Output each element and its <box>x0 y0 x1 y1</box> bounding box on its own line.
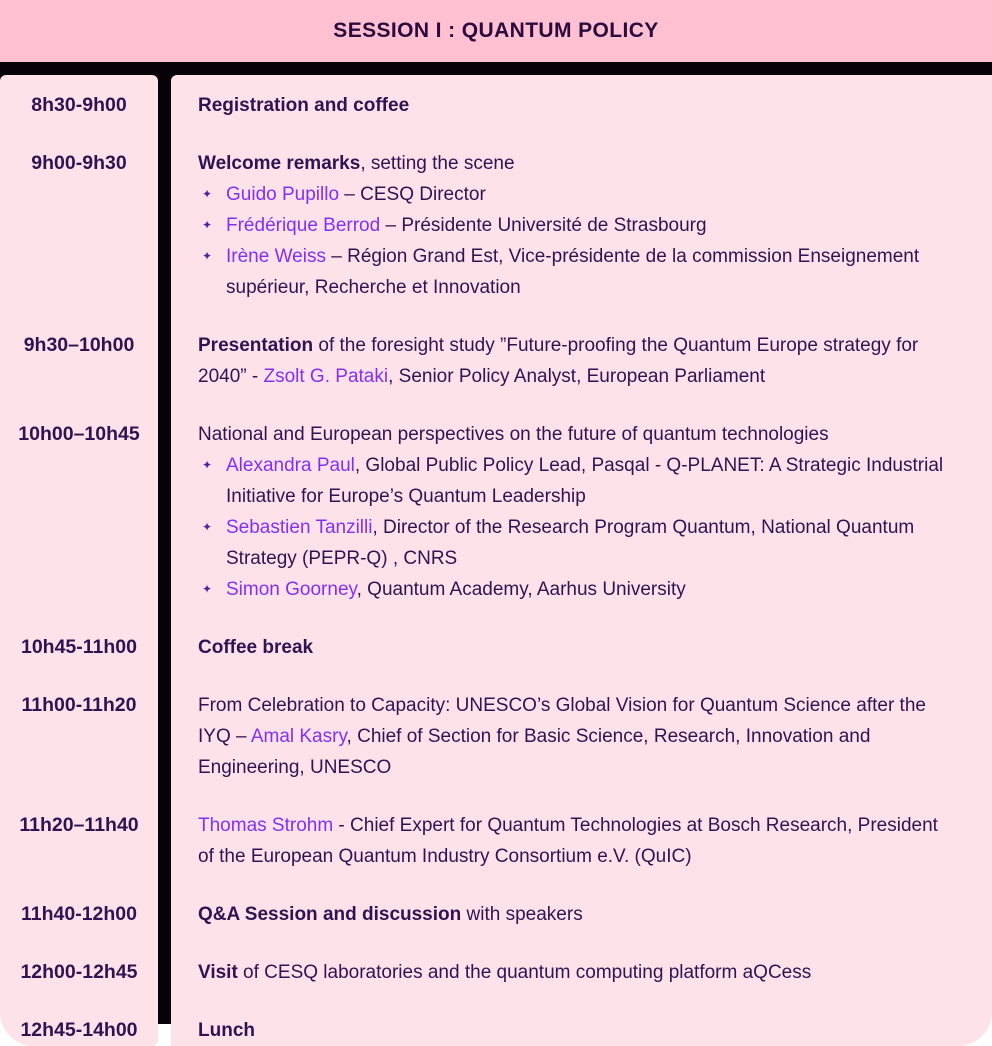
text-segment: Q&A Session and discussion <box>198 904 462 925</box>
text-segment: Coffee break <box>198 637 314 658</box>
time-slot-label: 10h45-11h00 <box>20 636 137 658</box>
schedule-item-description <box>171 605 992 663</box>
schedule-item-lead-text <box>198 957 958 988</box>
speaker-name-link[interactable]: Sebastien Tanzilli <box>226 517 373 538</box>
speaker-name-link[interactable]: Thomas Strohm <box>198 815 334 836</box>
bullet-text <box>226 512 958 574</box>
bullet-text <box>226 574 958 605</box>
column-separator-line <box>158 663 171 783</box>
column-separator-line <box>158 605 171 663</box>
schedule-item-description <box>171 75 992 121</box>
bullet-diamond-icon: ✦ <box>202 218 213 232</box>
bullet-diamond-icon: ✦ <box>202 458 213 472</box>
column-separator-line <box>158 783 171 872</box>
column-separator-line <box>158 988 171 1046</box>
speaker-bullet-item <box>198 210 958 241</box>
time-slot-label: 9h00-9h30 <box>31 152 127 174</box>
header-divider-line <box>0 62 992 75</box>
bullet-text <box>226 210 958 241</box>
column-separator-line <box>158 872 171 930</box>
bullet-text <box>226 241 958 303</box>
schedule-item-lead-text <box>198 419 958 450</box>
text-segment: , setting the scene <box>360 153 515 174</box>
time-slot-label: 9h30–10h00 <box>23 334 135 356</box>
text-segment: Visit <box>198 962 238 983</box>
schedule-item-description <box>171 303 992 392</box>
schedule-item-lead-text <box>198 90 958 121</box>
text-segment: National and European perspectives on the future of quantum technologies <box>198 424 829 445</box>
bullet-diamond-icon: ✦ <box>202 249 213 263</box>
time-slot-label: 12h45-14h00 <box>20 1019 138 1041</box>
session-header-bar <box>0 0 992 62</box>
schedule-item-description <box>171 121 992 303</box>
time-slot-label: 11h40-12h00 <box>20 903 137 925</box>
text-segment: , Chief of Section for Basic Science, Research, Innovation and Engineering, UNESCO <box>198 726 871 778</box>
speaker-name-link[interactable]: Amal Kasry <box>250 726 347 747</box>
column-separator-line <box>158 303 171 392</box>
schedule-content <box>0 75 992 1046</box>
text-segment: Presentation <box>198 335 314 356</box>
column-separator-line <box>158 75 171 121</box>
bullet-text <box>226 179 958 210</box>
time-slot-label: 10h00–10h45 <box>18 423 140 445</box>
speaker-name-link[interactable]: Simon Goorney <box>226 579 357 600</box>
schedule-item-description <box>171 988 992 1046</box>
speaker-bullet-item <box>198 179 958 210</box>
text-segment: – CESQ Director <box>339 184 486 205</box>
bullet-diamond-icon: ✦ <box>202 520 213 534</box>
schedule-item-lead-text <box>198 330 958 392</box>
schedule-item-lead-text <box>198 632 958 663</box>
schedule-item-description <box>171 930 992 988</box>
text-segment: , Quantum Academy, Aarhus University <box>356 579 686 600</box>
schedule-item-description <box>171 663 992 783</box>
speaker-name-link[interactable]: Irène Weiss <box>226 246 326 267</box>
text-segment: , Senior Policy Analyst, European Parliament <box>388 366 766 387</box>
schedule-item-description <box>171 783 992 872</box>
schedule-item-lead-text <box>198 810 958 872</box>
text-segment: , Director of the Research Program Quantum, National Quantum Strategy (PEPR-Q) , CNRS <box>226 517 915 569</box>
schedule-item-description <box>171 872 992 930</box>
speaker-bullet-item <box>198 574 958 605</box>
schedule-grid <box>0 75 992 1046</box>
speaker-bullet-item <box>198 512 958 574</box>
time-slot-label: 11h20–11h40 <box>19 814 139 836</box>
text-segment: – Présidente Université de Strasbourg <box>380 215 707 236</box>
session-title: SESSION I : QUANTUM POLICY <box>333 19 659 42</box>
schedule-item-lead-text <box>198 1015 958 1046</box>
schedule-item-lead-text <box>198 148 958 179</box>
column-separator-line <box>158 121 171 303</box>
text-segment: – Région Grand Est, Vice-présidente de la commission Enseignement supérieur, Recherche et Innovation <box>226 246 920 298</box>
column-separator-line <box>158 392 171 605</box>
speaker-bullet-item <box>198 241 958 303</box>
text-segment: - Chief Expert for Quantum Technologies at Bosch Research, President of the European Quantum Industry Consortium e.V. (QuIC) <box>198 815 938 867</box>
text-segment: From Celebration to Capacity: UNESCO’s Global Vision for Quantum Science after the IYQ – <box>198 695 926 747</box>
text-segment: of CESQ laboratories and the quantum computing platform aQCess <box>237 962 812 983</box>
column-separator-line <box>158 930 171 988</box>
text-segment: Welcome remarks <box>198 153 361 174</box>
schedule-item-lead-text <box>198 899 958 930</box>
time-slot-label: 11h00-11h20 <box>21 694 137 716</box>
text-segment: Lunch <box>198 1020 255 1041</box>
time-slot-label: 12h00-12h45 <box>20 961 138 983</box>
text-segment: of the foresight study ”Future-proofing the Quantum Europe strategy for 2040” - <box>198 335 919 387</box>
bullet-diamond-icon: ✦ <box>202 187 213 201</box>
speaker-name-link[interactable]: Frédérique Berrod <box>226 215 381 236</box>
time-slot-label: 8h30-9h00 <box>31 94 127 116</box>
schedule-item-lead-text <box>198 690 958 783</box>
speaker-name-link[interactable]: Zsolt G. Pataki <box>263 366 389 387</box>
text-segment: Registration and coffee <box>198 95 410 116</box>
bullet-text <box>226 450 958 512</box>
text-segment: , Global Public Policy Lead, Pasqal - Q-PLANET: A Strategic Industrial Initiative for Europe’s Quantum Leadership <box>226 455 944 507</box>
schedule-item-description <box>171 392 992 605</box>
bullet-diamond-icon: ✦ <box>202 582 213 596</box>
speaker-name-link[interactable]: Alexandra Paul <box>226 455 355 476</box>
text-segment: with speakers <box>461 904 583 925</box>
speaker-bullet-item <box>198 450 958 512</box>
speaker-name-link[interactable]: Guido Pupillo <box>226 184 340 205</box>
